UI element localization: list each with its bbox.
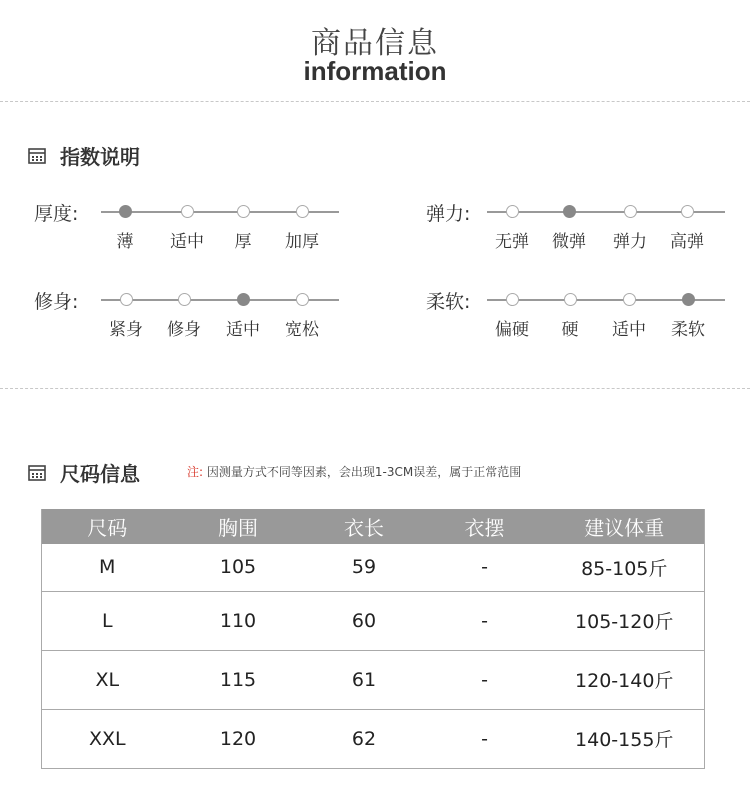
cell-weight: 105-120斤 [545, 591, 705, 650]
scale-option-label: 适中 [612, 320, 646, 340]
scale-option-label: 厚 [234, 232, 252, 252]
cell-size: M [42, 544, 173, 591]
scale-dot [506, 205, 519, 218]
scale-option-label: 薄 [116, 232, 134, 252]
cell-size: XXL [42, 709, 173, 768]
scale-dot [506, 293, 519, 306]
header-size: 尺码 [42, 509, 173, 544]
table-row [42, 650, 705, 709]
table-row [42, 709, 705, 768]
scale-option-label: 无弹 [495, 232, 529, 252]
cell-chest: 110 [173, 591, 304, 650]
scale-option-label: 弹力 [613, 232, 647, 252]
scale-dot-selected [119, 205, 132, 218]
scale-option-label: 微弹 [552, 232, 586, 252]
cell-hem: - [425, 650, 545, 709]
scale-option-label: 高弹 [670, 232, 704, 252]
scale-dot [681, 205, 694, 218]
cell-hem: - [425, 591, 545, 650]
size-section-heading [28, 458, 140, 487]
index-label: 柔软: [426, 291, 471, 313]
cell-chest: 105 [173, 544, 304, 591]
index-section-heading [28, 141, 140, 170]
scale-option-label: 柔软 [671, 320, 705, 340]
index-label: 修身: [34, 291, 79, 313]
scale-dot [181, 205, 194, 218]
scale-dot-selected [682, 293, 695, 306]
page-title: 商品信息 [311, 26, 439, 61]
scale-option-label: 修身 [167, 320, 201, 340]
calendar-icon [28, 464, 46, 481]
note-text: 因测量方式不同等因素，会出现1-3CM误差，属于正常范围 [206, 465, 522, 479]
note-prefix: 注: [187, 465, 204, 479]
cell-size: L [42, 591, 173, 650]
measurement-note [187, 463, 521, 480]
cell-length: 60 [304, 591, 425, 650]
scale-option-label: 偏硬 [495, 320, 529, 340]
scale-option-label: 加厚 [285, 232, 319, 252]
scale-dot [178, 293, 191, 306]
scale-dot-selected [563, 205, 576, 218]
size-table [41, 509, 705, 769]
index-label: 厚度: [34, 203, 79, 225]
cell-weight: 120-140斤 [545, 650, 705, 709]
scale-option-label: 宽松 [285, 320, 319, 340]
cell-length: 61 [304, 650, 425, 709]
header-length: 衣长 [304, 509, 425, 544]
page-subtitle: information [303, 56, 447, 86]
header-hem: 衣摆 [425, 509, 545, 544]
scale-option-label: 适中 [226, 320, 260, 340]
cell-chest: 120 [173, 709, 304, 768]
table-row [42, 591, 705, 650]
calendar-icon [28, 147, 46, 164]
cell-size: XL [42, 650, 173, 709]
cell-length: 59 [304, 544, 425, 591]
scale-dot [296, 205, 309, 218]
scale-dot [623, 293, 636, 306]
table-header-row [42, 509, 705, 544]
cell-length: 62 [304, 709, 425, 768]
scale-dot [624, 205, 637, 218]
cell-hem: - [425, 544, 545, 591]
scale-option-label: 紧身 [109, 320, 143, 340]
scale-dot [237, 205, 250, 218]
header-chest: 胸围 [173, 509, 304, 544]
cell-weight: 85-105斤 [545, 544, 705, 591]
index-label: 弹力: [426, 203, 471, 225]
scale-dot [296, 293, 309, 306]
table-row [42, 544, 705, 591]
index-section-title: 指数说明 [60, 145, 140, 169]
divider [0, 388, 750, 389]
scale-dot [564, 293, 577, 306]
size-section-title: 尺码信息 [60, 462, 140, 486]
scale-option-label: 适中 [170, 232, 204, 252]
cell-hem: - [425, 709, 545, 768]
scale-dot [120, 293, 133, 306]
cell-weight: 140-155斤 [545, 709, 705, 768]
header-weight: 建议体重 [545, 509, 705, 544]
cell-chest: 115 [173, 650, 304, 709]
scale-option-label: 硬 [561, 320, 579, 340]
scale-dot-selected [237, 293, 250, 306]
divider [0, 101, 750, 102]
